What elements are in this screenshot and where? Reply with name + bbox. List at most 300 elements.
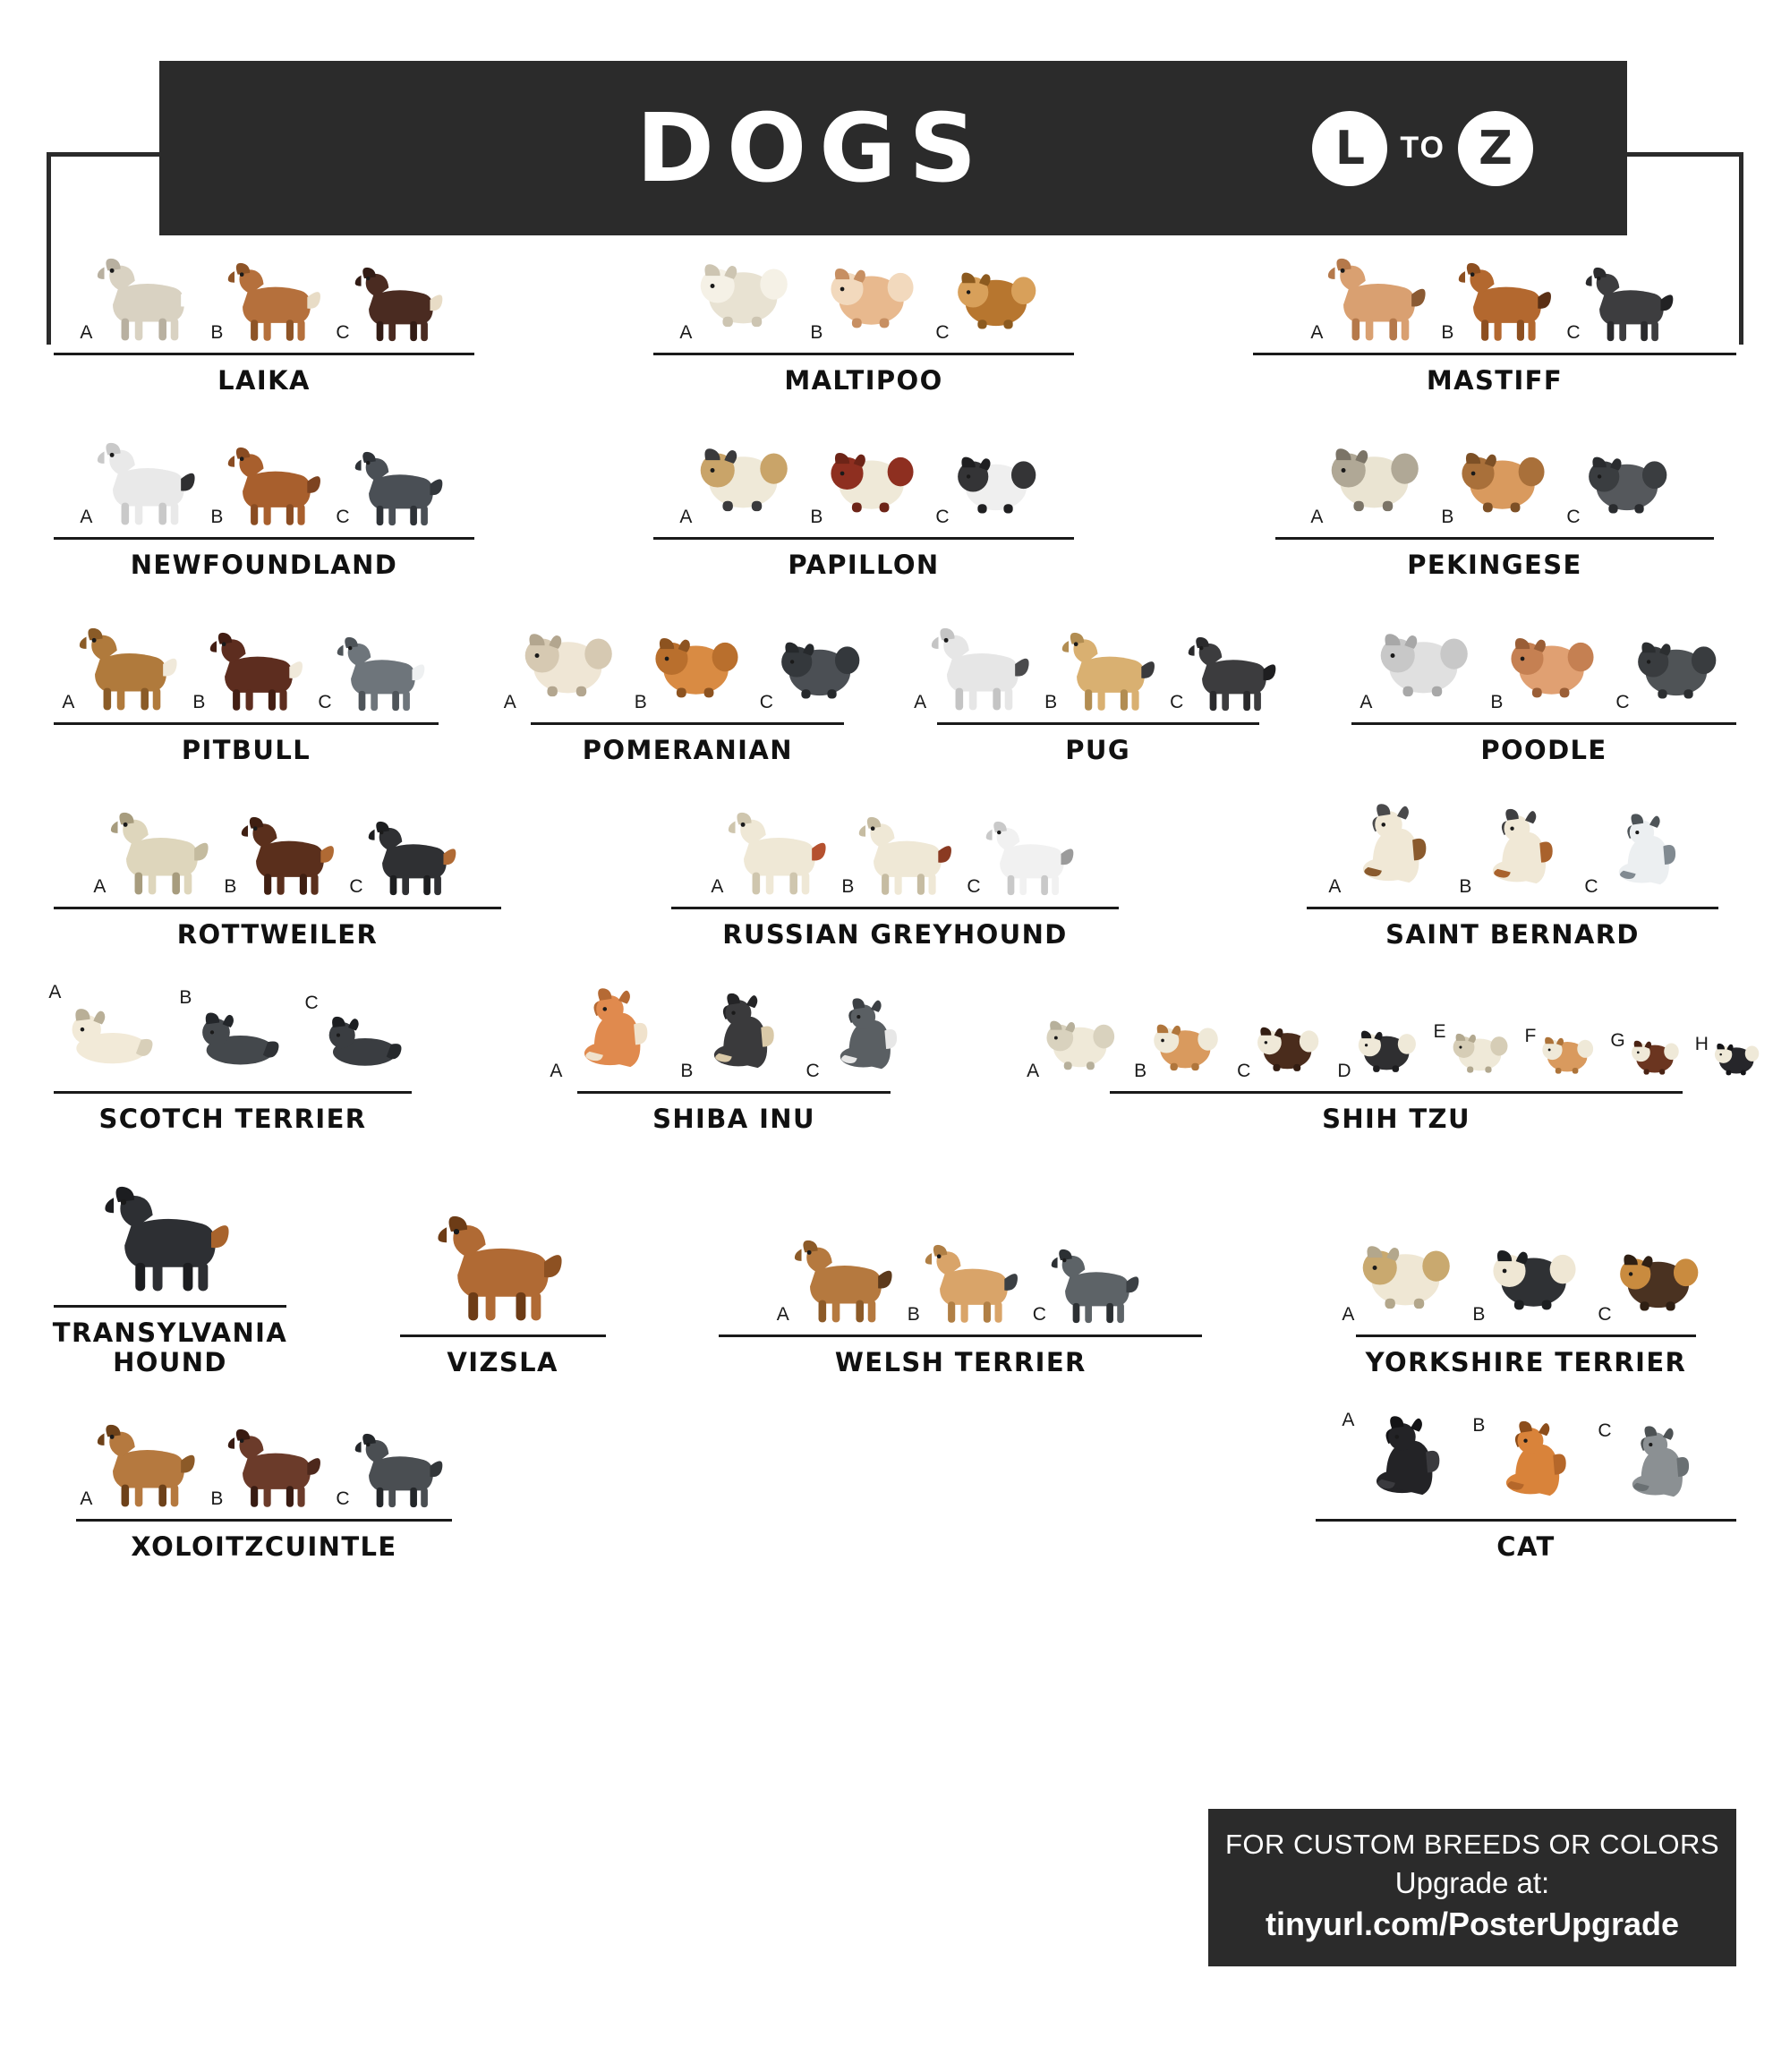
variant-letter: A — [62, 691, 75, 712]
breed-variant[interactable] — [1134, 1008, 1228, 1086]
title-banner — [159, 61, 1627, 235]
variant-letter: A — [679, 322, 693, 343]
variant-letter: A — [80, 1488, 93, 1510]
dog-silhouette-icon — [1187, 622, 1282, 717]
breed-name-label: XOLOITZCUINTLE — [131, 1531, 397, 1563]
breed-row — [54, 796, 1736, 950]
promo-headline: FOR CUSTOM BREEDS OR COLORS — [1224, 1829, 1720, 1860]
group-underline — [54, 1091, 412, 1094]
breed-variant[interactable] — [336, 252, 448, 347]
variant-letter: B — [192, 691, 206, 712]
breed-group[interactable] — [54, 611, 439, 765]
dog-silhouette-icon — [1633, 622, 1728, 717]
breed-variant[interactable] — [1044, 617, 1161, 717]
breed-variant[interactable] — [935, 437, 1047, 532]
dog-silhouette-icon — [984, 806, 1079, 901]
breed-variant[interactable] — [1598, 1234, 1709, 1329]
dog-silhouette-icon — [520, 611, 626, 717]
group-underline — [653, 537, 1074, 540]
dog-silhouette-icon — [367, 806, 462, 901]
breed-variant[interactable] — [1459, 801, 1575, 901]
variant-letter: B — [210, 1488, 224, 1510]
dog-silhouette-icon — [1506, 617, 1607, 717]
dog-silhouette-icon — [1150, 1008, 1228, 1086]
variant-letter: B — [1472, 1415, 1486, 1437]
breed-group[interactable] — [54, 1408, 474, 1562]
breed-row — [54, 242, 1736, 396]
breed-variant[interactable] — [1584, 806, 1696, 901]
dog-silhouette-icon — [226, 431, 327, 532]
breed-variant[interactable] — [1525, 1024, 1602, 1086]
breed-variant[interactable] — [810, 431, 926, 532]
dog-silhouette-icon — [96, 1408, 201, 1513]
variant-letter: A — [711, 876, 724, 898]
dog-silhouette-icon — [826, 431, 926, 532]
breed-name-label: MASTIFF — [1426, 365, 1564, 396]
breed-variant[interactable] — [192, 617, 309, 717]
variant-letter: C — [1237, 1061, 1251, 1082]
dog-silhouette-icon — [1450, 1019, 1516, 1086]
range-to-label: TO — [1400, 131, 1445, 165]
variant-letter: B — [1459, 876, 1472, 898]
dog-silhouette-icon — [1488, 1229, 1589, 1329]
variant-letter: B — [907, 1304, 920, 1326]
breed-variant[interactable] — [336, 437, 448, 532]
variant-list — [910, 611, 1285, 717]
breed-group[interactable] — [1027, 1003, 1736, 1135]
variant-letter: C — [935, 507, 950, 528]
breed-group[interactable] — [54, 1165, 286, 1378]
dog-silhouette-icon — [64, 980, 170, 1086]
group-underline — [1110, 1091, 1683, 1094]
variant-list — [76, 1408, 451, 1513]
variant-letter: B — [810, 507, 823, 528]
variant-letter: B — [224, 876, 237, 898]
breed-variant[interactable] — [80, 242, 201, 347]
alphabet-range-badge — [1312, 111, 1533, 186]
dog-silhouette-icon — [1043, 1003, 1125, 1086]
group-underline — [1275, 537, 1714, 540]
variant-list — [773, 1224, 1148, 1329]
breed-variant[interactable] — [1434, 1019, 1516, 1086]
variant-letter: B — [179, 987, 192, 1009]
dog-silhouette-icon — [209, 617, 309, 717]
variant-list — [1338, 1224, 1713, 1329]
variant-letter: C — [336, 1488, 350, 1510]
breed-name-label: POODLE — [1480, 734, 1607, 765]
dog-silhouette-icon — [1254, 1011, 1328, 1086]
variant-letter: A — [1342, 1410, 1355, 1431]
variant-letter: C — [806, 1061, 820, 1082]
variant-list — [58, 611, 433, 717]
breed-name-label: YORKSHIRE TERRIER — [1365, 1347, 1687, 1378]
breed-variant[interactable] — [318, 622, 430, 717]
group-underline — [54, 537, 474, 540]
breed-group[interactable] — [653, 242, 1074, 396]
range-to-letter: Z — [1458, 111, 1533, 186]
variant-letter: C — [1032, 1304, 1046, 1326]
variant-letter: B — [634, 691, 647, 712]
group-underline — [54, 1305, 286, 1308]
breed-variant[interactable] — [1610, 1028, 1685, 1086]
variant-letter: C — [1584, 876, 1598, 898]
breed-variant[interactable] — [1441, 431, 1557, 532]
dog-silhouette-icon — [1326, 426, 1432, 532]
variant-letter: A — [80, 322, 93, 343]
breed-variant[interactable] — [1566, 252, 1678, 347]
dog-silhouette-icon — [354, 437, 448, 532]
group-underline — [1351, 722, 1736, 725]
variant-letter: G — [1610, 1030, 1625, 1052]
breed-group[interactable] — [400, 1195, 606, 1377]
group-underline — [54, 353, 474, 355]
variant-letter: B — [1472, 1304, 1486, 1326]
breed-group[interactable] — [1253, 242, 1736, 396]
group-underline — [671, 907, 1119, 909]
group-underline — [577, 1091, 891, 1094]
breed-row — [48, 980, 1736, 1135]
variant-letter: B — [1044, 691, 1058, 712]
breed-variant[interactable] — [1027, 1003, 1125, 1086]
group-underline — [719, 1334, 1202, 1337]
variant-letter: C — [1566, 507, 1581, 528]
dog-silhouette-icon — [793, 1224, 899, 1329]
breed-name-label: TRANSYLVANIA HOUND — [52, 1317, 288, 1378]
breed-variant[interactable] — [1237, 1011, 1328, 1086]
group-underline — [400, 1334, 606, 1337]
variant-letter: A — [776, 1304, 789, 1326]
dog-silhouette-icon — [1488, 1413, 1589, 1513]
variant-letter: C — [935, 322, 950, 343]
variant-letter: B — [680, 1061, 694, 1082]
dog-silhouette-icon — [1376, 611, 1481, 717]
breed-name-label: WELSH TERRIER — [834, 1347, 1087, 1378]
variant-letter: A — [80, 507, 93, 528]
variant-letter: B — [210, 322, 224, 343]
breed-name-label: PEKINGESE — [1407, 550, 1582, 581]
breed-variant[interactable] — [210, 247, 327, 347]
breed-variant[interactable] — [914, 611, 1036, 717]
variant-letter: A — [1027, 1061, 1040, 1082]
breed-variant[interactable] — [1441, 247, 1557, 347]
variant-letter: B — [841, 876, 855, 898]
variant-letter: B — [1490, 691, 1504, 712]
breed-variant[interactable] — [810, 247, 926, 347]
breed-variant[interactable] — [680, 985, 797, 1086]
breed-variant[interactable] — [1328, 796, 1450, 901]
dog-silhouette-icon — [1358, 1408, 1463, 1513]
dog-silhouette-icon — [1355, 1016, 1425, 1086]
variant-letter: C — [967, 876, 981, 898]
dog-silhouette-icon — [322, 991, 417, 1086]
breed-variant[interactable] — [80, 1408, 201, 1513]
breed-group[interactable] — [48, 980, 412, 1135]
variant-letter: B — [1134, 1061, 1147, 1082]
variant-letter: C — [1598, 1304, 1612, 1326]
breed-row — [54, 611, 1736, 765]
dog-silhouette-icon — [696, 985, 797, 1086]
variant-list — [676, 426, 1051, 532]
variant-letter: A — [48, 982, 62, 1003]
group-underline — [653, 353, 1074, 355]
breed-grid — [0, 242, 1790, 1563]
variant-letter: A — [550, 1061, 563, 1082]
variant-letter: E — [1433, 1021, 1446, 1043]
group-underline — [531, 722, 844, 725]
breed-variant[interactable] — [224, 801, 340, 901]
breed-name-label: RUSSIAN GREYHOUND — [722, 919, 1068, 951]
breed-group[interactable] — [550, 980, 891, 1135]
variant-letter: C — [349, 876, 363, 898]
variant-list — [707, 796, 1082, 901]
breed-variant[interactable] — [504, 611, 626, 717]
breed-variant[interactable] — [760, 622, 872, 717]
breed-name-label: SAINT BERNARD — [1385, 919, 1640, 951]
breed-group[interactable] — [503, 611, 844, 765]
breed-name-label: VIZSLA — [447, 1347, 558, 1378]
dog-silhouette-icon — [1615, 1234, 1710, 1329]
dog-silhouette-icon — [953, 252, 1048, 347]
breed-variant[interactable] — [80, 426, 201, 532]
breed-variant[interactable] — [1598, 1419, 1709, 1513]
breed-variant[interactable] — [806, 991, 917, 1086]
dog-silhouette-icon — [240, 801, 340, 901]
breed-group[interactable] — [644, 796, 1146, 950]
breed-variant[interactable] — [304, 991, 416, 1086]
breed-variant[interactable] — [1566, 437, 1678, 532]
variant-list — [676, 242, 1051, 347]
breed-name-label: NEWFOUNDLAND — [130, 550, 398, 581]
variant-list — [1307, 242, 1682, 347]
variant-list — [1325, 796, 1700, 901]
variant-list — [90, 796, 465, 901]
variant-list — [432, 1195, 574, 1329]
variant-list — [546, 980, 921, 1086]
breed-variant[interactable] — [48, 980, 170, 1086]
breed-variant[interactable] — [210, 1413, 327, 1513]
range-from-letter: L — [1312, 111, 1387, 186]
dog-silhouette-icon — [857, 801, 958, 901]
group-underline — [54, 907, 501, 909]
variant-letter: A — [503, 691, 516, 712]
group-underline — [1307, 907, 1718, 909]
breed-variant[interactable] — [679, 242, 801, 347]
dog-silhouette-icon — [651, 617, 751, 717]
dog-silhouette-icon — [1629, 1028, 1686, 1086]
breed-variant[interactable] — [93, 796, 215, 901]
dog-silhouette-icon — [566, 980, 671, 1086]
breed-group[interactable] — [54, 796, 501, 950]
breed-group[interactable] — [1351, 611, 1736, 765]
variant-letter: C — [336, 322, 350, 343]
variant-letter: C — [1615, 691, 1630, 712]
dog-silhouette-icon — [1061, 617, 1161, 717]
dog-silhouette-icon — [924, 1229, 1024, 1329]
dog-silhouette-icon — [1584, 437, 1679, 532]
promo-subline: Upgrade at: — [1394, 1866, 1550, 1899]
breed-group[interactable] — [914, 611, 1259, 765]
variant-list — [45, 980, 420, 1086]
dog-silhouette-icon — [354, 1419, 448, 1513]
variant-letter: C — [318, 691, 332, 712]
variant-letter: C — [1170, 691, 1184, 712]
breed-variant[interactable] — [210, 431, 327, 532]
dog-silhouette-icon — [777, 622, 872, 717]
breed-group[interactable] — [1253, 426, 1736, 580]
breed-variant[interactable] — [179, 985, 295, 1086]
variant-letter: D — [1337, 1061, 1351, 1082]
dog-silhouette-icon — [727, 796, 832, 901]
group-underline — [937, 722, 1259, 725]
dog-silhouette-icon — [436, 1195, 570, 1329]
breed-variant[interactable] — [62, 611, 183, 717]
dog-silhouette-icon — [1344, 796, 1450, 901]
dog-silhouette-icon — [109, 796, 215, 901]
variant-letter: A — [1360, 691, 1373, 712]
breed-name-label: CAT — [1496, 1531, 1556, 1563]
breed-name-label: PAPILLON — [788, 550, 940, 581]
variant-letter: A — [1328, 876, 1342, 898]
breed-group[interactable] — [1316, 1224, 1736, 1377]
breed-variant[interactable] — [1310, 242, 1432, 347]
breed-row — [54, 426, 1736, 580]
breed-name-label: PUG — [1065, 734, 1131, 765]
dog-silhouette-icon — [226, 1413, 327, 1513]
dog-silhouette-icon — [1712, 1032, 1766, 1086]
breed-name-label: SCOTCH TERRIER — [98, 1104, 367, 1135]
breed-variant[interactable] — [1033, 1234, 1145, 1329]
promo-link[interactable]: tinyurl.com/PosterUpgrade — [1265, 1906, 1680, 1942]
variant-list — [1338, 1408, 1713, 1513]
breed-variant[interactable] — [1472, 1229, 1589, 1329]
breed-variant[interactable] — [967, 806, 1078, 901]
breed-variant[interactable] — [1490, 617, 1607, 717]
poster-header — [0, 0, 1790, 242]
breed-variant[interactable] — [336, 1419, 448, 1513]
dog-silhouette-icon — [336, 622, 430, 717]
variant-letter: A — [1310, 322, 1324, 343]
dog-silhouette-icon — [953, 437, 1048, 532]
breed-name-label: LAIKA — [217, 365, 311, 396]
breed-row — [54, 1408, 1736, 1562]
variant-letter: F — [1524, 1026, 1537, 1047]
dog-silhouette-icon — [1326, 242, 1432, 347]
page-title: DOGS — [635, 93, 990, 203]
dog-silhouette-icon — [1050, 1234, 1145, 1329]
variant-letter: A — [1310, 507, 1324, 528]
variant-letter: C — [336, 507, 350, 528]
variant-letter: A — [93, 876, 107, 898]
variant-list — [99, 1165, 241, 1300]
dog-silhouette-icon — [1475, 801, 1575, 901]
breed-name-label: POMERANIAN — [582, 734, 793, 765]
breed-variant[interactable] — [841, 801, 958, 901]
dog-silhouette-icon — [1615, 1419, 1710, 1513]
dog-silhouette-icon — [930, 611, 1036, 717]
dog-silhouette-icon — [96, 426, 201, 532]
breed-variant[interactable] — [777, 1224, 899, 1329]
variant-list — [76, 242, 451, 347]
breed-variant[interactable] — [1342, 1224, 1463, 1329]
breed-variant[interactable] — [1615, 622, 1727, 717]
dog-silhouette-icon — [1539, 1024, 1601, 1086]
dog-silhouette-icon — [823, 991, 918, 1086]
dog-silhouette-icon — [695, 242, 801, 347]
dog-silhouette-icon — [1457, 431, 1557, 532]
group-underline — [1253, 353, 1736, 355]
breed-variant[interactable] — [1337, 1016, 1424, 1086]
variant-letter: C — [759, 691, 773, 712]
breed-variant[interactable] — [1472, 1413, 1589, 1513]
breed-group[interactable] — [719, 1224, 1202, 1377]
breed-variant[interactable] — [635, 617, 751, 717]
breed-variant[interactable] — [550, 980, 671, 1086]
breed-name-label: MALTIPOO — [784, 365, 943, 396]
breed-group[interactable] — [54, 242, 474, 396]
dog-silhouette-icon — [354, 252, 448, 347]
breed-variant[interactable] — [436, 1195, 570, 1329]
breed-variant[interactable] — [908, 1229, 1024, 1329]
variant-letter: B — [810, 322, 823, 343]
variant-list — [500, 611, 875, 717]
breed-variant[interactable] — [1342, 1408, 1463, 1513]
breed-variant[interactable] — [103, 1165, 237, 1300]
dog-silhouette-icon — [103, 1165, 237, 1300]
dog-silhouette-icon — [195, 985, 295, 1086]
dog-silhouette-icon — [96, 242, 201, 347]
breed-variant[interactable] — [679, 426, 801, 532]
breed-group[interactable] — [653, 426, 1074, 580]
breed-name-label: SHIH TZU — [1322, 1104, 1470, 1135]
breed-variant[interactable] — [935, 252, 1047, 347]
breed-variant[interactable] — [711, 796, 832, 901]
breed-variant[interactable] — [1695, 1032, 1766, 1086]
group-underline — [1356, 1334, 1696, 1337]
dog-silhouette-icon — [695, 426, 801, 532]
variant-letter: B — [210, 507, 224, 528]
dog-silhouette-icon — [1584, 252, 1679, 347]
breed-variant[interactable] — [349, 806, 461, 901]
breed-variant[interactable] — [1360, 611, 1481, 717]
variant-letter: C — [1566, 322, 1581, 343]
variant-list — [1356, 611, 1731, 717]
dog-silhouette-icon — [78, 611, 183, 717]
variant-letter: A — [679, 507, 693, 528]
breed-variant[interactable] — [1170, 622, 1282, 717]
dog-silhouette-icon — [826, 247, 926, 347]
variant-list — [76, 426, 451, 532]
breed-name-label: PITBULL — [181, 734, 311, 765]
variant-letter: B — [1441, 507, 1454, 528]
variant-list — [1023, 1003, 1769, 1086]
breed-variant[interactable] — [1310, 426, 1432, 532]
breed-name-label: ROTTWEILER — [176, 919, 379, 951]
breed-name-label: SHIBA INU — [652, 1104, 815, 1135]
dog-silhouette-icon — [1457, 247, 1557, 347]
promo-box — [1208, 1809, 1736, 1966]
breed-group[interactable] — [54, 426, 474, 580]
breed-group[interactable] — [1289, 796, 1736, 950]
variant-letter: A — [1342, 1304, 1355, 1326]
variant-list — [1307, 426, 1682, 532]
variant-letter: C — [304, 993, 319, 1014]
variant-letter: A — [914, 691, 927, 712]
variant-letter: C — [1598, 1420, 1612, 1442]
breed-group[interactable] — [1316, 1408, 1736, 1562]
variant-letter: B — [1441, 322, 1454, 343]
dog-silhouette-icon — [1358, 1224, 1463, 1329]
group-underline — [1316, 1519, 1736, 1522]
